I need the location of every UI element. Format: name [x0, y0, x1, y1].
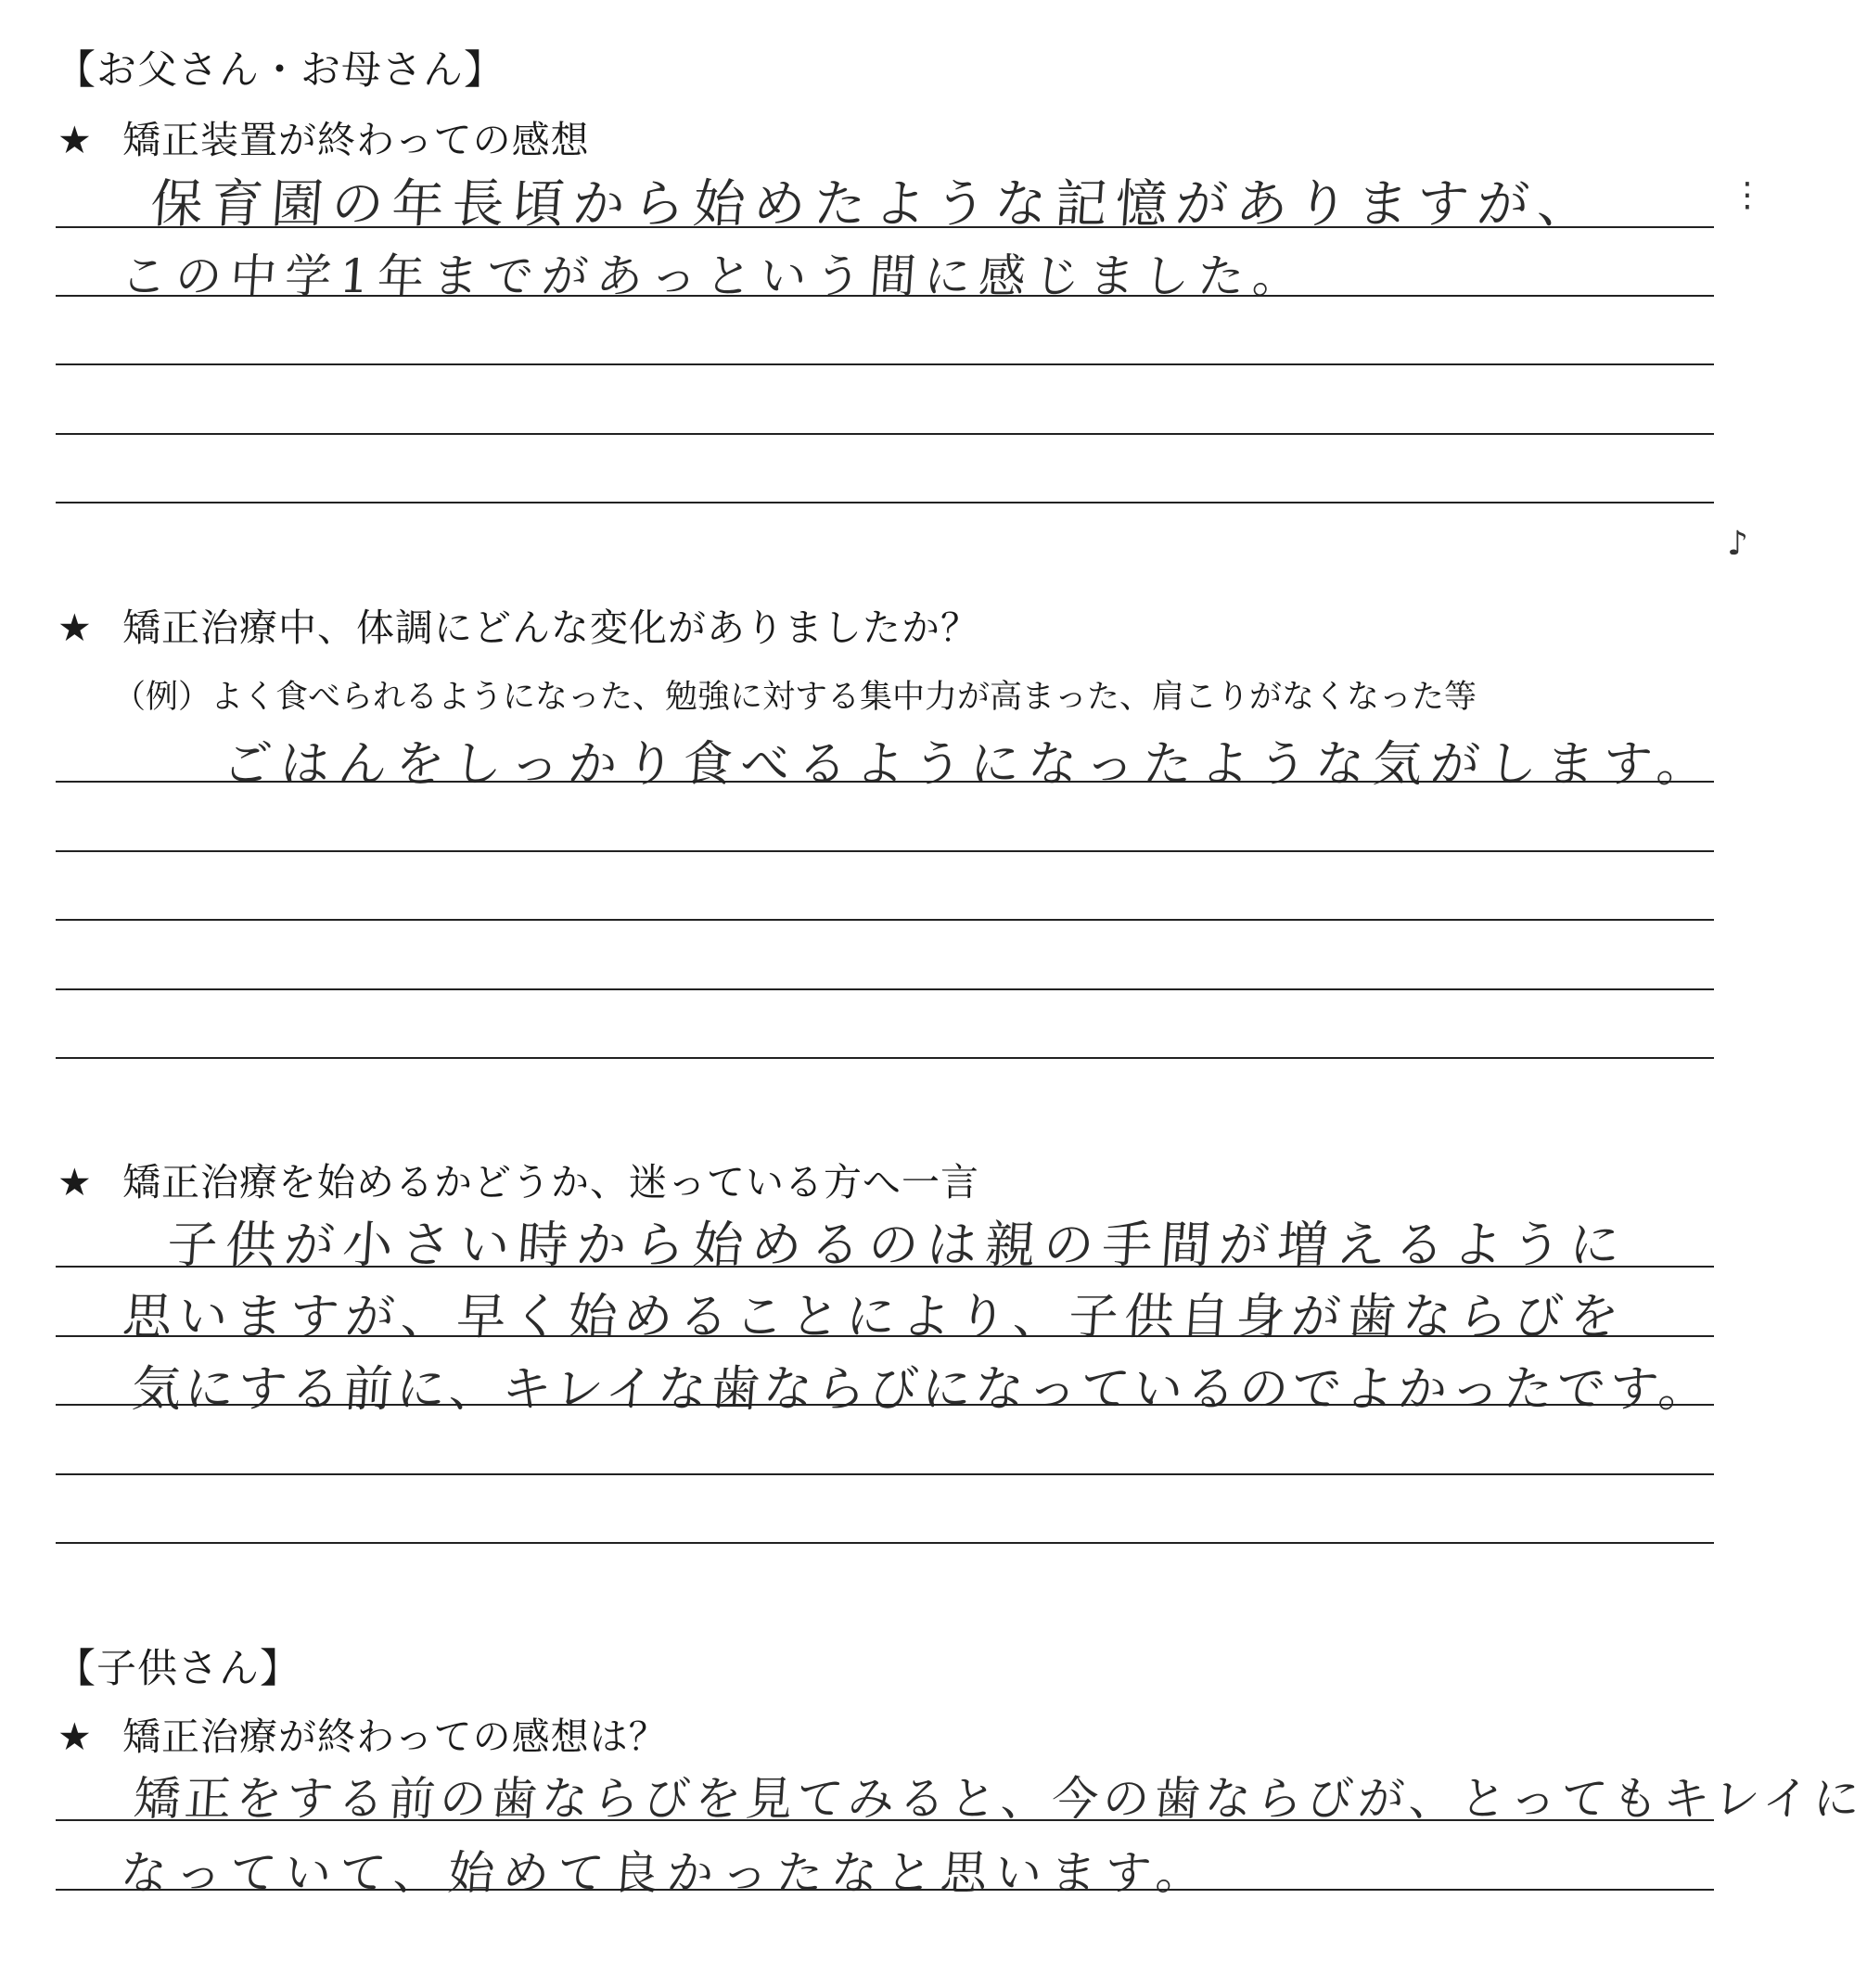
example-text: （例）よく食べられるようになった、勉強に対する集中力が高まった、肩こりがなくなった等	[113, 679, 1477, 716]
question-text: 矯正治療を始めるかどうか、迷っている方へ一言	[122, 1160, 979, 1204]
question-text: 矯正装置が終わっての感想	[122, 118, 590, 162]
question-child-impression	[58, 1706, 668, 1761]
answer-rule	[56, 1335, 1714, 1337]
answer-rule	[56, 988, 1714, 990]
answer-line: 気にする前に、キレイな歯ならびになっているのでよかったです。	[130, 1361, 1714, 1418]
answer-line: 保育園の年長頃から始めたような記憶がありますが、	[148, 174, 1600, 235]
answer-line: なっていて、始めて良かったなと思います。	[119, 1846, 1213, 1900]
star-icon: ★	[58, 118, 93, 162]
parents-heading: 【お父さん・お母さん】	[56, 47, 505, 94]
answer-rule	[56, 1889, 1714, 1891]
margin-mark: ⋮	[1731, 176, 1764, 214]
answer-rule	[56, 1266, 1714, 1268]
answer-rule	[56, 295, 1714, 297]
answer-line: ごはんをしっかり食べるようになったような気がします。	[221, 736, 1717, 793]
question-after-appliance	[58, 109, 590, 164]
answer-rule	[56, 1542, 1714, 1544]
star-icon: ★	[58, 1160, 93, 1204]
answer-rule	[56, 363, 1714, 365]
answer-line: 子供が小さい時から始めるのは親の手間が増えるように	[165, 1216, 1630, 1274]
answer-line: この中学1年までがあっという間に感じました。	[119, 249, 1310, 303]
answer-line: 矯正をする前の歯ならびを見てみると、今の歯ならびが、とってもキレイに	[132, 1772, 1867, 1826]
answer-rule	[56, 850, 1714, 852]
child-heading: 【子供さん】	[56, 1646, 301, 1692]
question-text: 矯正治療が終わっての感想は？	[122, 1714, 668, 1759]
answer-rule	[56, 433, 1714, 435]
star-icon: ★	[58, 605, 93, 650]
answer-rule	[56, 226, 1714, 228]
question-advice	[58, 1152, 979, 1206]
answer-rule	[56, 502, 1714, 503]
answer-rule	[56, 1404, 1714, 1406]
margin-mark: ♪	[1727, 525, 1748, 563]
answer-rule	[56, 1819, 1714, 1821]
answer-rule	[56, 1473, 1714, 1475]
question-health-change	[58, 597, 979, 652]
answer-rule	[56, 781, 1714, 783]
answer-rule	[56, 1057, 1714, 1059]
answer-rule	[56, 919, 1714, 921]
answer-line: 思いますが、早く始めることにより、子供自身が歯ならびを	[121, 1289, 1628, 1345]
question-text: 矯正治療中、体調にどんな変化がありましたか？	[122, 605, 979, 650]
star-icon: ★	[58, 1714, 93, 1759]
